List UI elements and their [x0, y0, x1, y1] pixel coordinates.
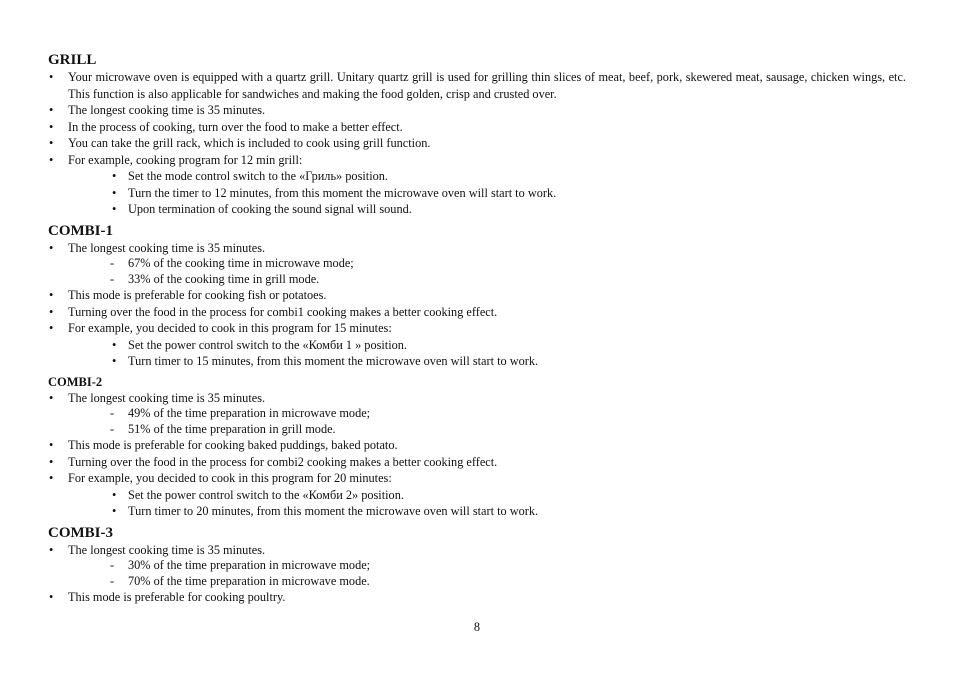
- list-item: • Turn timer to 15 minutes, from this moment the microwave oven will start to work.: [112, 354, 539, 368]
- list-item: • This mode is preferable for cooking baked puddings, baked potato.: [49, 438, 398, 452]
- bullet-icon: •: [49, 119, 54, 134]
- list-item: • In the process of cooking, turn over the food to make a better effect.: [49, 119, 403, 134]
- combi2-ratio-list: [48, 406, 906, 437]
- list-item: • Set the power control switch to the «Комби 1 » position.: [112, 337, 408, 352]
- section-heading-combi-2: COMBI-2: [48, 374, 103, 389]
- bullet-icon: •: [49, 390, 54, 405]
- bullet-icon: •: [49, 103, 54, 117]
- bullet-icon: •: [112, 504, 117, 518]
- bullet-icon: •: [112, 202, 117, 216]
- section-heading-combi-1: COMBI-1: [48, 222, 113, 239]
- list-item: • You can take the grill rack, which is included to cook using grill function.: [49, 136, 431, 150]
- bullet-icon: •: [112, 354, 117, 368]
- dash-icon: -: [110, 421, 115, 436]
- combi2-bullet-list: [48, 390, 906, 407]
- bullet-icon: •: [49, 454, 54, 469]
- bullet-icon: •: [49, 438, 54, 452]
- page-number: 8: [473, 620, 481, 634]
- list-item: - 51% of the time preparation in grill mode.: [110, 421, 336, 436]
- dash-icon: -: [110, 256, 115, 270]
- list-item: • Turning over the food in the process for combi1 cooking makes a better cooking effect.: [49, 304, 498, 319]
- bullet-icon: •: [49, 136, 54, 150]
- combi3-bullet-list: [48, 542, 906, 559]
- bullet-icon: •: [112, 169, 117, 183]
- bullet-icon: •: [49, 542, 54, 557]
- list-item: • Set the power control switch to the «Комби 2» position.: [112, 487, 404, 502]
- section-grill: [48, 52, 906, 218]
- bullet-icon: •: [49, 304, 54, 319]
- combi1-more-list: [48, 287, 906, 337]
- list-item: • Turn timer to 20 minutes, from this moment the microwave oven will start to work.: [112, 504, 539, 518]
- list-item: • This mode is preferable for cooking poultry.: [49, 590, 286, 604]
- combi1-ratio-list: [48, 256, 906, 287]
- combi3-more-list: [48, 589, 906, 606]
- bullet-icon: •: [49, 321, 54, 335]
- list-item: - 67% of the cooking time in microwave mode;: [110, 256, 354, 270]
- list-item: • This mode is preferable for cooking fish or potatoes.: [49, 288, 327, 302]
- section-heading-combi-3: COMBI-3: [48, 524, 113, 541]
- list-item: • Turning over the food in the process for combi2 cooking makes a better cooking effect.: [49, 454, 498, 469]
- list-item: - 70% of the time preparation in microwave mode.: [110, 573, 370, 588]
- list-item: • Set the mode control switch to the «Гриль» position.: [112, 169, 388, 183]
- bullet-icon: •: [49, 240, 54, 255]
- section-heading-grill: GRILL: [48, 52, 97, 68]
- list-item: • For example, you decided to cook in this program for 20 minutes:: [49, 471, 392, 485]
- bullet-icon: •: [49, 471, 54, 485]
- list-item: - 49% of the time preparation in microwave mode;: [110, 406, 371, 420]
- list-item: • The longest cooking time is 35 minutes.: [49, 390, 266, 405]
- bullet-icon: •: [49, 70, 54, 84]
- list-item: • The longest cooking time is 35 minutes.: [49, 542, 266, 557]
- list-item: - 30% of the time preparation in microwave mode;: [110, 558, 371, 572]
- list-item: • The longest cooking time is 35 minutes.: [49, 103, 266, 117]
- combi1-steps-list: [48, 337, 906, 370]
- dash-icon: -: [110, 558, 115, 572]
- list-item: • Upon termination of cooking the sound signal will sound.: [112, 202, 412, 216]
- grill-steps-list: [48, 168, 906, 218]
- bullet-icon: •: [49, 288, 54, 302]
- dash-icon: -: [110, 573, 115, 588]
- manual-page: [48, 52, 906, 606]
- list-item: • Turn the timer to 12 minutes, from this moment the microwave oven will start to work.: [112, 185, 557, 200]
- combi3-ratio-list: [48, 558, 906, 589]
- section-combi-2: [48, 375, 906, 520]
- bullet-icon: •: [112, 185, 117, 200]
- list-item: • For example, you decided to cook in this program for 15 minutes:: [49, 321, 392, 335]
- combi2-more-list: [48, 437, 906, 487]
- grill-bullet-list: [48, 69, 906, 168]
- list-item: • For example, cooking program for 12 min grill:: [49, 152, 303, 167]
- bullet-icon: •: [112, 487, 117, 502]
- combi1-bullet-list: [48, 240, 906, 257]
- list-item: • The longest cooking time is 35 minutes.: [49, 240, 266, 255]
- dash-icon: -: [110, 271, 115, 286]
- section-combi-1: [48, 223, 906, 370]
- list-item: - 33% of the cooking time in grill mode.: [110, 271, 320, 286]
- bullet-icon: •: [49, 152, 54, 167]
- bullet-icon: •: [112, 337, 117, 352]
- section-combi-3: [48, 525, 906, 606]
- dash-icon: -: [110, 406, 115, 420]
- bullet-icon: •: [49, 590, 54, 604]
- list-item: • Your microwave oven is equipped with a quartz grill. Unitary quartz grill is used for grilling thin slices of meat, beef, pork, skewered meat, sausage, chicken wings, etc. This function is also applicable for sandwiches and making the food golden, crisp and crusted over.: [49, 70, 906, 101]
- combi2-steps-list: [48, 487, 906, 520]
